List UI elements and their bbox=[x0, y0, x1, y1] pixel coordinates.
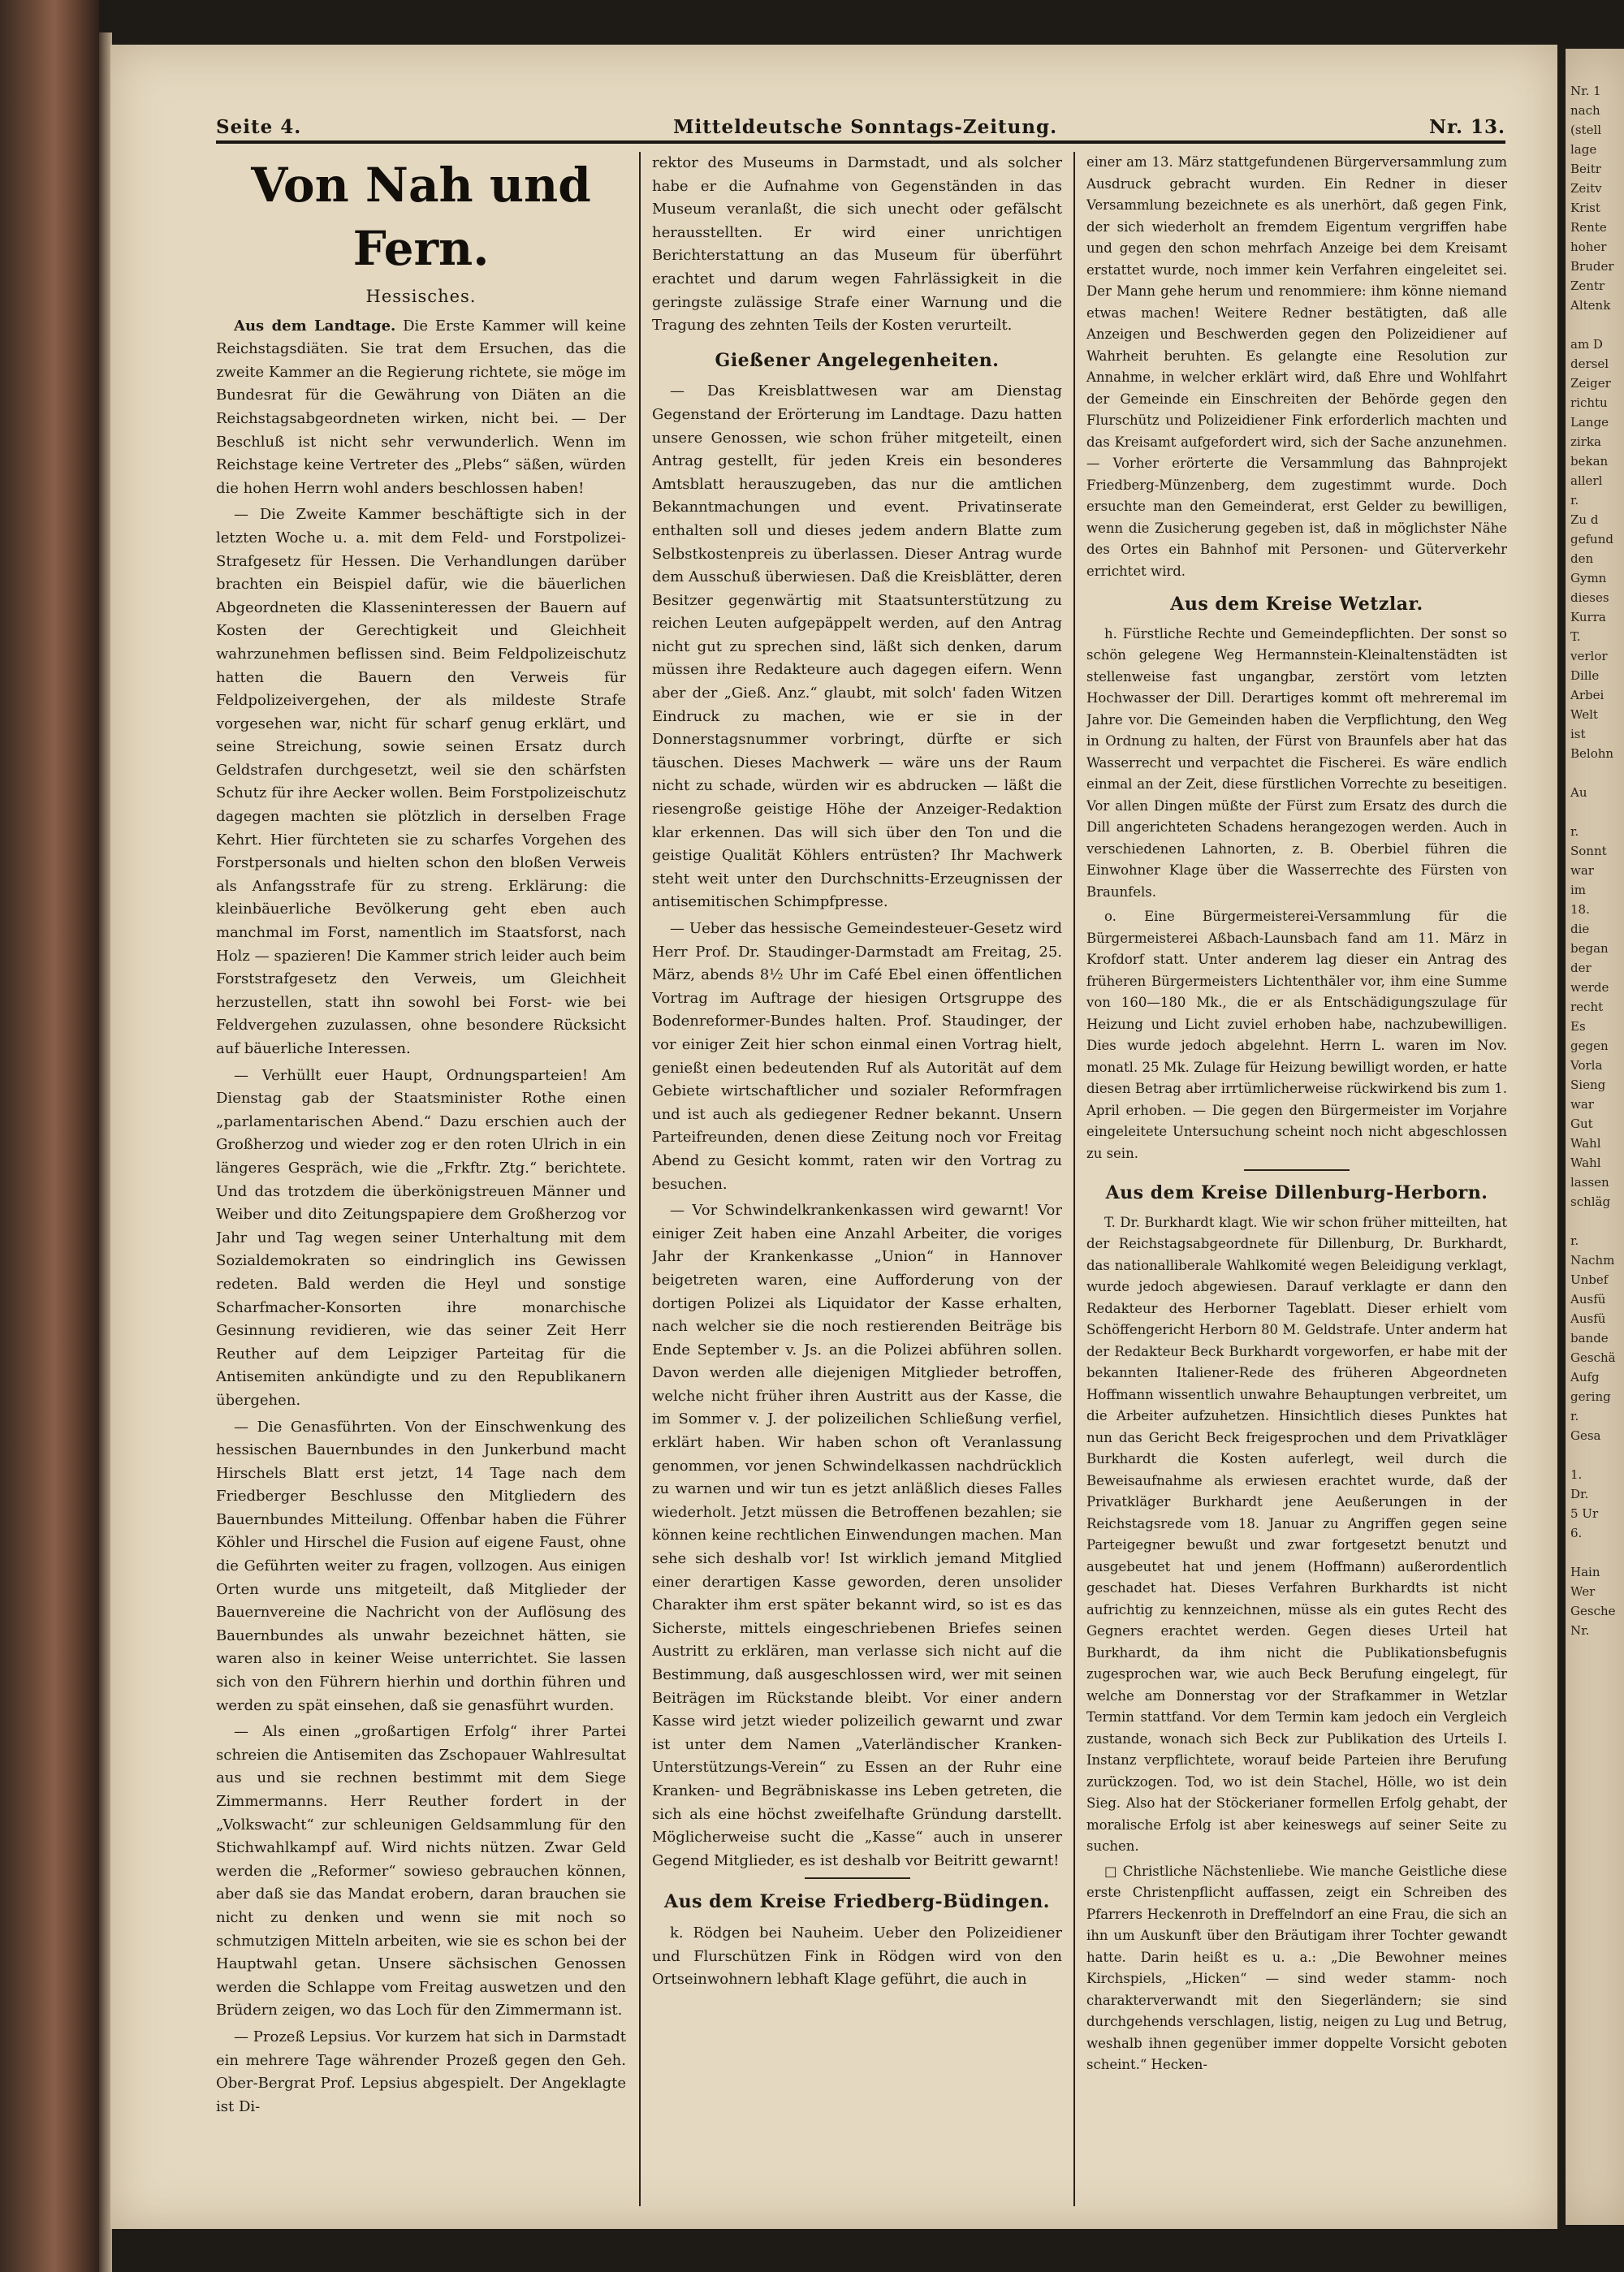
facing-page-line: bekan bbox=[1570, 454, 1609, 469]
facing-page-line: Belohn bbox=[1570, 746, 1614, 761]
facing-page-line: (stell bbox=[1570, 123, 1602, 137]
column-1 bbox=[216, 152, 626, 2206]
facing-page-line: Lange bbox=[1570, 415, 1609, 430]
facing-page-line: 5 Ur bbox=[1570, 1506, 1599, 1521]
article-paragraph: — Als einen „großartigen Erfolg“ ihrer Partei schreien die Antisemiten das Zschopauer Wahlresultat aus und sie rechnen bestimmt mit dem Siege Zimmermanns. Herr Reuther fordert in der „Volkswacht“ zur schleunigen Geldsammlung für den Stichwahlkampf auf. Wird nichts nützen. Zwar Geld werden die „Reformer“ sowieso gebrauchen können, aber daß sie das Mandat erobern, daran brauchen sie nicht zu denken und wenn sie mit noch so schmutzigen Mitteln arbeiten, wie sie es schon bei der Hauptwahl getan. Unsere sächsischen Genossen werden die Schlappe vom Freitag auswetzen und den Brüdern zeigen, wo das Loch für den Zimmermann ist. bbox=[216, 1723, 626, 2019]
article-text: Die Erste Kammer will keine Reichstagsdiäten. Sie trat dem Ersuchen, das die zweite Kammer an die Regierung richtete, sie möge im Bundesrat für die Gewährung von Diäten an die Reichstagsabgeordneten wirken, nicht bei. — Der Beschluß ist nicht sehr verwunderlich. Wenn im Reichstage keine Vertreter des „Plebs“ säßen, würden die hohen Herrn wohl anders beschlossen haben! bbox=[216, 317, 626, 497]
facing-page-line: war bbox=[1570, 1097, 1594, 1112]
facing-page-line: 6. bbox=[1570, 1526, 1583, 1540]
article-paragraph: — Die Zweite Kammer beschäftigte sich in der letzten Woche u. a. mit dem Feld- und Forstpolizei-Strafgesetz für Hessen. Die Verhandlungen darüber brachten ein Beispiel dafür, wie die bäuerlichen Abgeordneten die Klasseninteressen der Bauern auf Kosten der Gerechtigkeit und Gleichheit wahrzunehmen beflissen sind. Beim Feldpolizeischutz hatten die Bauern den Verweis für Feldpolizeivergehen, der als mildeste Strafe vorgesehen war, nicht für scharf genug erklärt, und seine Streichung, sowie seinen Ersatz durch Geldstrafen durchgesetzt, weil sie den schärfsten Schutz für ihre Aecker wollen. Beim Forstpolizeischutz dagegen machten sie plötzlich in derselben Frage Kehrt. Hier fürchteten sie zu scharfes Vorgehen des Forstpersonals und hielten schon den bloßen Verweis als Anfangsstrafe für zu streng. Erklärung: die kleinbäuerliche Bevölkerung geht eben auch manchmal im Forst, namentlich im Staatsforst, nach Holz — spazieren! Die Kammer strich leider auch beim Forststrafgesetz den Verweis, um Gleichheit herzustellen, statt ihn sowohl bei Forst- wie bei Feldvergehen zuzulassen, ohne besondere Rücksicht auf bäuerliche Interessen. bbox=[216, 506, 626, 1057]
facing-page-line: T. bbox=[1570, 629, 1581, 644]
facing-page-line: Rente bbox=[1570, 220, 1607, 235]
article-paragraph: — Verhüllt euer Haupt, Ordnungsparteien! Am Dienstag gab der Staatsminister Rothe einen „parlamentarischen Abend.“ Dazu erschien auch der Großherzog und wieder zog er den roten Ulrich in ein längeres Gespräch, wie die „Frkftr. Ztg.“ berichtete. Und das trotzdem die überkönigstreuen Männer und Weiber und dito Zeitungspapiere dem Großherzog vor Jahr und Tag wegen seiner Unterhaltung mit dem Sozialdemokraten so eindringlich ins Gewissen redeten. Bald werden die Heyl und sonstige Scharfmacher-Konsorten ihre monarchische Gesinnung revidieren, wie das seiner Zeit Herr Reuther auf dem Leipziger Parteitag für die Antisemiten ankündigte und zu den Republikanern übergehen. bbox=[216, 1066, 626, 1409]
section-heading: Gießener Angelegenheiten. bbox=[715, 349, 1000, 371]
facing-page-line: Welt bbox=[1570, 707, 1598, 722]
article-paragraph: o. Eine Bürgermeisterei-Versammlung für die Bürgermeisterei Aßbach-Launsbach fand am 11. März in Krofdorf statt. Unter anderem lag dieser ein Antrag des früheren Bürgermeisters Lichtenthäler vor, ihm eine Summe von 160—180 Mk., die er als Entschädigungszulage für Heizung und Licht zuviel erhoben habe, nachzubewilligen. Dies wurde jedoch abgelehnt. Herrn L. waren im Nov. monatl. 25 Mk. Zulage für Heizung bewilligt worden, er hatte diesen Betrag aber irrtümlicherweise rückwirkend bis zum 1. April erhoben. — Die gegen den Bürgermeister im Vorjahre eingeleitete Untersuchung scheint noch nicht abgeschlossen zu sein. bbox=[1086, 909, 1507, 1161]
article-paragraph: □ Christliche Nächstenliebe. Wie manche Geistliche diese erste Christenpflicht auffassen, zeigt ein Schreiben des Pfarrers Heckenroth in Dreffelndorf an eine Frau, die sich an ihn um Auskunft über den Bräutigam ihrer Tochter gewandt hatte. Darin heißt es u. a.: „Die Bewohner meines Kirchspiels, „Hicken“ — sind weder stamm- noch charakterverwandt mit den Siegerländern; sie sind durchgehends verschlagen, listig, neigen zu Lug und Betrug, weshalb ihnen gegenüber immer doppelte Vorsicht geboten scheint.“ Hecken- bbox=[1086, 1863, 1507, 2072]
newspaper-page bbox=[110, 45, 1557, 2229]
section-masthead: Von Nah und Fern. bbox=[251, 158, 591, 276]
facing-page-line: Kurra bbox=[1570, 610, 1606, 624]
section-heading: Aus dem Kreise Dillenburg-Herborn. bbox=[1105, 1182, 1488, 1203]
facing-page-line: den bbox=[1570, 551, 1594, 566]
facing-page-line: Dr. bbox=[1570, 1487, 1589, 1501]
facing-page-line: Aufg bbox=[1570, 1370, 1600, 1384]
section-divider bbox=[805, 1877, 910, 1879]
facing-page-line: Unbef bbox=[1570, 1272, 1609, 1287]
facing-page-line: Gesa bbox=[1570, 1428, 1601, 1443]
facing-page-line: Sieng bbox=[1570, 1078, 1606, 1092]
facing-page-line bbox=[1570, 1543, 1624, 1562]
facing-page-line: Wahl bbox=[1570, 1136, 1601, 1151]
article-paragraph: T. Dr. Burkhardt klagt. Wie wir schon früher mitteilten, hat der Reichstagsabgeordnete für Dillenburg, Dr. Burkhardt, das nationalliberale Wahlkomité wegen Beleidigung verklagt, wurde jedoch abgewiesen. Darauf verklagte er dann den Redakteur des Herborner Tageblatt. Dieser erhielt vom Schöffengericht Herborn 80 M. Geldstrafe. Unter anderm hat der Redakteur Beck Burkhardt vorgeworfen, er habe mit der bekannten Italiener-Rede des früheren Abgeordneten Hoffmann wissentlich unwahre Behauptungen verbreitet, um die Arbeiter aufzuhetzen. Hinsichtlich dieses Punktes hat nun das Gericht Beck freigesprochen und dem Privatkläger Burkhardt die Kosten auferlegt, weil durch die Beweisaufnahme als erwiesen erachtet wurde, daß der Privatkläger Burkhardt jene Aeußerungen in der Reichstagsrede vom 18. Januar zu Angriffen gegen seine Parteigegner bewußt und zwar fortgesetzt benutzt und ausgebeutet hat und jenem (Hoffmann) außerordentlich geschadet hat. Dieses Verfahren Burkhardts ist nicht aufrichtig zu kennzeichnen, müsse als ein gutes Recht des Gegners erachtet werden. Gegen dieses Urteil hat Burkhardt, da ihm nicht die Publikationsbefugnis zugesprochen war, wie auch Beck Berufung eingelegt, für welche am Donnerstag vor der Strafkammer in Wetzlar Termin stattfand. Vor dem Termin kam jedoch ein Vergleich zustande, wonach sich Beck zur Publikation des Urteils I. Instanz verpflichtete, worauf beide Parteien ihre Berufung zurückzogen. Tod, wo ist dein Stachel, Hölle, wo ist dein Sieg. Also hat der Stöckerianer formellen Erfolg gehabt, der moralische Erfolg ist aber keineswegs auf seiner Seite zu suchen. bbox=[1086, 1214, 1507, 1854]
column-2 bbox=[652, 152, 1062, 2206]
facing-page-line: Nr. bbox=[1570, 1623, 1590, 1638]
facing-page-line: Zu d bbox=[1570, 512, 1599, 527]
facing-page-line: Ausfü bbox=[1570, 1292, 1606, 1307]
article-paragraph bbox=[216, 315, 626, 501]
facing-page-line: r. bbox=[1570, 1409, 1579, 1423]
facing-page-line: gefund bbox=[1570, 532, 1613, 546]
facing-page-line: Zeiger bbox=[1570, 376, 1611, 391]
facing-page-line: Geschä bbox=[1570, 1350, 1616, 1365]
facing-page-line: r. bbox=[1570, 824, 1579, 839]
facing-page-line: nach bbox=[1570, 103, 1600, 118]
section-heading: Aus dem Kreise Wetzlar. bbox=[1170, 594, 1423, 615]
article-paragraph: rektor des Museums in Darmstadt, und als solcher habe er die Aufnahme von Gegenständen in das Museum veranlaßt, die sich unecht oder gefälscht herausstellten. Er wird einer unrichtigen Berichterstattung an das Museum für überführt erachtet und darum wegen Fahrlässigkeit in die geringste zulässige Strafe einer Warnung und die Tragung des zehnten Teils der Kosten verurteilt. bbox=[652, 154, 1062, 335]
facing-page-text bbox=[1566, 49, 1624, 1640]
page-header bbox=[216, 116, 1505, 138]
facing-page-line: allerl bbox=[1570, 473, 1603, 488]
newspaper-title: Mitteldeutsche Sonntags-Zeitung. bbox=[673, 116, 1058, 138]
facing-page-line: ist bbox=[1570, 727, 1586, 741]
facing-page-line: lage bbox=[1570, 142, 1597, 157]
article-paragraph: — Ueber das hessische Gemeindesteuer-Gesetz wird Herr Prof. Dr. Staudinger-Darmstadt am Freitag, 25. März, abends 8½ Uhr im Café Ebel einen öffentlichen Vortrag im Auftrage der hiesigen Ortsgruppe des Bodenreformer-Bundes halten. Prof. Staudinger, der vor einiger Zeit hier schon einmal einen Vortrag hielt, genießt einen bedeutenden Ruf als Autorität auf dem Gebiete wirtschaftlicher und sozialer Reformfragen und ist auch als gediegener Redner bekannt. Unsern Parteifreunden, denen diese Zeitung noch vor Freitag Abend zu Gesicht kommt, raten wir den Vortrag zu besuchen. bbox=[652, 920, 1062, 1193]
section-heading: Aus dem Kreise Friedberg-Büdingen. bbox=[664, 1891, 1050, 1913]
facing-page-line: war bbox=[1570, 863, 1594, 878]
article-paragraph: einer am 13. März stattgefundenen Bürgerversammlung zum Ausdruck gebracht wurden. Ein Redner in dieser Versammlung bezeichnete es als unerhört, daß gegen Fink, der sich wiederholt an fremdem Eigentum vergriffen habe und gegen den schon mehrfach Anzeige bei dem Kreisamt erstattet wurde, noch immer kein Verfahren eingeleitet sei. Der Mann gehe herum und renommiere: ihm könne niemand etwas machen! Weitere Redner bestätigten, daß alle Anzeigen und Beschwerden gegen den Polizeidiener auf Wahrheit beruhten. Es gelangte eine Resolution zur Annahme, in welcher erklärt wird, daß Ehre und Wohlfahrt der Gemeinde ein Einschreiten der Behörde gegen den Flurschütz und Polizeidiener Fink erforderlich machten und das Kreisamt aufgefordert wird, sich der Sache anzunehmen. — Vorher erörterte die Versammlung das Bahnprojekt Friedberg-Münzenberg, dem zugestimmt wurde. Doch ersuchte man den Gemeinderat, erst Gelder zu bewilligen, wenn die Zusicherung gegeben ist, daß in möglichster Nähe des Ortes ein Bahnhof mit Personen- und Güterverkehr errichtet wird. bbox=[1086, 154, 1507, 579]
facing-page-line: 18. bbox=[1570, 902, 1590, 917]
facing-page-line: Nachm bbox=[1570, 1253, 1615, 1268]
facing-page-line: Gymn bbox=[1570, 571, 1607, 585]
header-rule bbox=[216, 140, 1505, 144]
article-paragraph: — Das Kreisblattwesen war am Dienstag Gegenstand der Erörterung im Landtage. Dazu hatten unsere Genossen, wie schon früher mitgeteilt, einen Antrag gestellt, für jeden Kreis ein besonderes Amtsblatt herauszugeben, das nur die amtlichen Bekanntmachungen und event. Privatinserate enthalten soll und dieses jedem andern Blatte zum Selbstkostenpreis zu überlassen. Dieser Antrag wurde dem Ausschuß überwiesen. Daß die Kreisblätter, deren Besitzer gegenwärtig mit Staatsunterstützung zu reichen Leuten aufgepäppelt werden, auf den Antrag nicht gut zu sprechen sind, läßt sich denken, darum müssen ihre Redakteure auch dagegen eifern. Wenn aber der „Gieß. Anz.“ glaubt, mit solch' faden Witzen Eindruck zu machen, wie er sie in der Donnerstagsnummer vorbringt, dürfte er sich täuschen. Dieses Machwerk — wäre uns der Raum nicht zu schade, würden wir es abdrucken — läßt die riesengroße geistige Höhe der Anzeiger-Redaktion klar erkennen. Das will sich über den Ton und die geistige Qualität Köhlers entrüsten? Ihr Machwerk steht weit unter den Durchschnitts-Erzeugnissen der antisemitischen Schimpfpresse. bbox=[652, 382, 1062, 911]
facing-page-line: Krist bbox=[1570, 201, 1600, 215]
facing-page-line: gering bbox=[1570, 1389, 1611, 1404]
facing-page-line: Bruder bbox=[1570, 259, 1614, 274]
facing-page-line: dersel bbox=[1570, 356, 1609, 371]
facing-page-line: Au bbox=[1570, 785, 1587, 800]
facing-page-line: r. bbox=[1570, 493, 1579, 508]
facing-page-line: der bbox=[1570, 961, 1592, 975]
facing-page-line: richtu bbox=[1570, 395, 1608, 410]
facing-page-line: zirka bbox=[1570, 434, 1601, 449]
facing-page-line bbox=[1570, 802, 1624, 822]
facing-page-line: Hain bbox=[1570, 1565, 1600, 1579]
facing-page-fragment bbox=[1566, 49, 1624, 2225]
facing-page-line: 1. bbox=[1570, 1467, 1583, 1482]
facing-page-line: dieses bbox=[1570, 590, 1609, 605]
facing-page-line: werde bbox=[1570, 980, 1609, 995]
facing-page-line: am D bbox=[1570, 337, 1603, 352]
column-divider bbox=[639, 152, 641, 2206]
region-heading: Hessisches. bbox=[365, 287, 477, 306]
facing-page-line bbox=[1570, 1212, 1624, 1231]
facing-page-line: schläg bbox=[1570, 1194, 1611, 1209]
facing-page-line bbox=[1570, 1445, 1624, 1465]
column-3 bbox=[1086, 152, 1507, 2206]
facing-page-line: lassen bbox=[1570, 1175, 1609, 1190]
article-paragraph: h. Fürstliche Rechte und Gemeindepflichten. Der sonst so schön gelegene Weg Hermannstein-Kleinaltenstädten ist stellenweise fast ungangbar, zerstört vom letzten Hochwasser der Dill. Derartiges kommt oft mehreremal im Jahre vor. Die Gemeinden haben die Verpflichtung, den Weg in Ordnung zu halten, der Fürst von Braunfels aber hat das Wasserrecht und verpachtet die Fischerei. Es wäre endlich einmal an der Zeit, diese fürstlichen Vorrechte zu beseitigen. Vor allen Dingen müßte der Fürst zum Ersatz des durch die Dill angerichteten Schadens herangezogen werden. Auch in verschiedenen Lahnorten, z. B. Oberbiel führen die Einwohner Klage über die Wasserrechte des Fürsten von Braunfels. bbox=[1086, 625, 1507, 900]
article-paragraph: — Vor Schwindelkrankenkassen wird gewarnt! Vor einiger Zeit haben eine Anzahl Arbeiter, die voriges Jahr der Krankenkasse „Union“ in Hannover beigetreten waren, eine Aufforderung von der dortigen Polizei als Liquidator der Kasse erhalten, nach welcher sie die noch restierenden Beiträge bis Ende September v. Js. an die Polizei abführen sollen. Davon werden alle diejenigen Mitglieder betroffen, welche nicht früher ihren Austritt aus der Kasse, die im Sommer v. J. der polizeilichen Schließung verfiel, erklärt haben. Wir haben schon oft Veranlassung genommen, vor jenen Schwindelkassen nachdrücklich zu warnen und wir tun es jetzt anläßlich dieses Falles wiederholt. Jetzt müssen die Betroffenen bezahlen; sie können keine rechtlichen Einwendungen machen. Man sehe sich deshalb vor! Ist wirklich jemand Mitglied einer derartigen Kasse geworden, deren unsolider Charakter ihm erst später bekannt wird, so ist es das Sicherste, mittels eingeschriebenen Briefes seinen Austritt zu erklären, man verlasse sich nicht auf die Bestimmung, daß ausgeschlossen wird, wer mit seinen Beiträgen im Rückstande bleibt. Vor einer andern Kasse wird jetzt wieder polizeilich gewarnt und zwar ist unter dem Namen „Vaterländischer Kranken-Unterstützungs-Verein“ zu Essen an der Ruhr eine Kranken- und Begräbniskasse ins Leben getreten, die sich als eine höchst zweifelhafte Gründung darstellt. Möglicherweise sucht die „Kasse“ auch in unserer Gegend Mitglieder, es ist deshalb vor Beitritt gewarnt! bbox=[652, 1202, 1062, 1869]
facing-page-line: Arbei bbox=[1570, 688, 1605, 702]
facing-page-line: Sonnt bbox=[1570, 844, 1607, 858]
article-paragraph: k. Rödgen bei Nauheim. Ueber den Polizeidiener und Flurschützen Fink in Rödgen wird von den Ortseinwohnern lebhaft Klage geführt, die auch in bbox=[652, 1924, 1062, 1989]
facing-page-line: Wahl bbox=[1570, 1155, 1601, 1170]
facing-page-line: Altenk bbox=[1570, 298, 1611, 313]
facing-page-line: Beitr bbox=[1570, 162, 1601, 176]
page-number: Seite 4. bbox=[216, 116, 302, 138]
facing-page-line: hoher bbox=[1570, 240, 1607, 254]
facing-page-line: Wer bbox=[1570, 1584, 1596, 1599]
facing-page-line: im bbox=[1570, 883, 1587, 897]
facing-page-line: Nr. 1 bbox=[1570, 84, 1601, 98]
facing-page-line: Zentr bbox=[1570, 279, 1605, 293]
facing-page-line: r. bbox=[1570, 1233, 1579, 1248]
section-divider bbox=[1244, 1169, 1350, 1171]
article-paragraph: — Prozeß Lepsius. Vor kurzem hat sich in Darmstadt ein mehrere Tage währender Prozeß gegen den Geh. Ober-Bergrat Prof. Lepsius abgespielt. Der Angeklagte ist Di- bbox=[216, 2028, 626, 2115]
article-columns bbox=[216, 152, 1507, 2206]
facing-page-line: gegen bbox=[1570, 1039, 1609, 1053]
issue-number: Nr. 13. bbox=[1428, 116, 1505, 138]
facing-page-line: Gut bbox=[1570, 1117, 1593, 1131]
facing-page-line: recht bbox=[1570, 1000, 1604, 1014]
facing-page-line bbox=[1570, 315, 1624, 335]
book-spine bbox=[0, 0, 99, 2272]
column-divider bbox=[1073, 152, 1075, 2206]
facing-page-line: Es bbox=[1570, 1019, 1586, 1034]
facing-page-line bbox=[1570, 763, 1624, 783]
facing-page-line: Ausfü bbox=[1570, 1311, 1606, 1326]
facing-page-line: Vorla bbox=[1570, 1058, 1603, 1073]
facing-page-line: bande bbox=[1570, 1331, 1609, 1345]
article-paragraph: — Die Genasführten. Von der Einschwenkung des hessischen Bauernbundes in den Junkerbund macht Hirschels Blatt erst jetzt, 14 Tage nach dem Friedberger Beschlusse den Mitgliedern des Bauernbundes Mitteilung. Offenbar haben die Führer Köhler und Hirschel die Fusion auf eigene Faust, ohne die Geführten weiter zu fragen, vollzogen. Aus einigen Orten wurde uns mitgeteilt, daß Mitglieder der Bauernvereine die Nachricht von der Auflösung des Bauernbundes als unwahr bezeichnet hätten, sie waren also in keiner Weise unterrichtet. Sie lassen sich von den Führern hierhin und dorthin führen und werden zu spät einsehen, daß sie genasführt wurden. bbox=[216, 1418, 626, 1714]
facing-page-line: Gesche bbox=[1570, 1604, 1616, 1618]
facing-page-line: Zeitv bbox=[1570, 181, 1602, 196]
facing-page-line: began bbox=[1570, 941, 1609, 956]
article-lead: Aus dem Landtage. bbox=[234, 317, 396, 335]
facing-page-line: die bbox=[1570, 922, 1590, 936]
facing-page-line: Dille bbox=[1570, 668, 1600, 683]
facing-page-line: verlor bbox=[1570, 649, 1608, 663]
